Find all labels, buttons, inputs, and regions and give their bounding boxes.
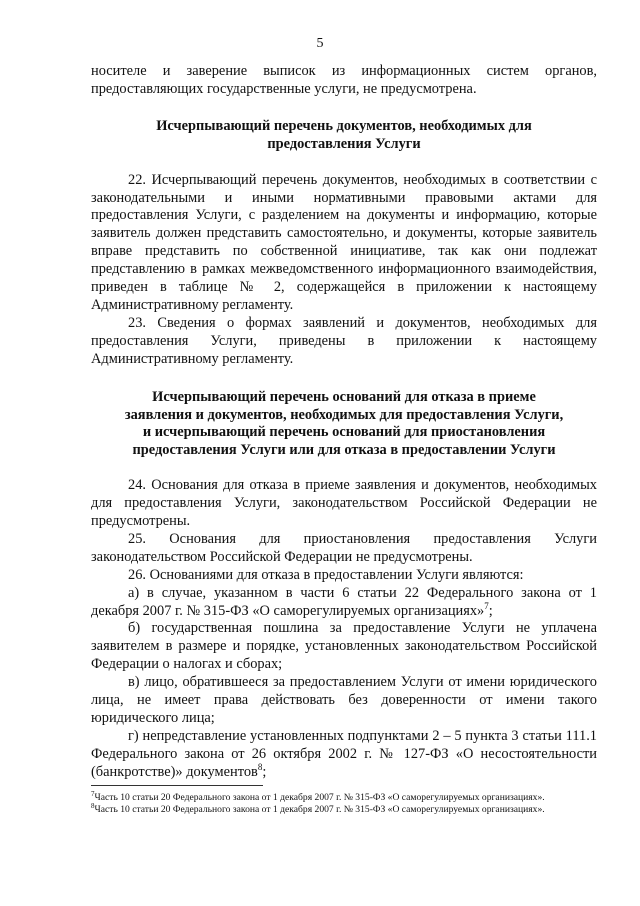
page-content [91, 63, 597, 782]
paragraph-22: 22. Исчерпывающий перечень документов, необходимых в соответствии с законодательными и иными нормативными правовыми актами для предоставления Услуги, с разделением на документы и информацию, которые заявитель должен представить самостоятельно, и документы, которые заявитель вправе представить по собственной инициативе, так как они подлежат представлению в рамках межведомственного информационного взаимодействия, приведен в таблице № 2, содержащейся в приложении к настоящему Административному регламенту. [91, 171, 597, 313]
list-item-b: б) государственная пошлина за предоставление Услуги не уплачена заявителем в размере и порядке, установленных законодательством Российской Федерации о налогах и сборах; [91, 620, 597, 673]
list-item-a [91, 585, 597, 621]
footnote-separator [91, 785, 263, 786]
footnote-ref-8[interactable]: 8 [257, 761, 263, 772]
heading-line: Исчерпывающий перечень документов, необходимых для [156, 117, 532, 134]
heading-line: Исчерпывающий перечень оснований для отказа в приеме [152, 388, 536, 405]
footnote-8 [91, 801, 597, 816]
footnote-mark: 7 [91, 789, 95, 798]
heading-line: и исчерпывающий перечень оснований для приостановления [142, 424, 546, 441]
heading-line: предоставления Услуги [267, 135, 421, 152]
paragraph-25: 25. Основания для приостановления предоставления Услуги законодательством Российской Федерации не предусмотрены. [91, 530, 597, 565]
paragraph-24: 24. Основания для отказа в приеме заявления и документов, необходимых для предоставления Услуги, законодательством Российской Федерации не предусмотрены. [91, 477, 597, 530]
paragraph-23: 23. Сведения о формах заявлений и документов, необходимых для предоставления Услуги, приведены в приложении к настоящему Административному регламенту. [91, 314, 597, 367]
list-item-g-text: г) непредставление установленных подпунктами 2 – 5 пункта 3 статьи 111.1 Федерального закона от 26 октября 2002 г. № 127-ФЗ «О несостоятельности (банкротстве)» документов [91, 727, 597, 780]
list-item-a-text: а) в случае, указанном в части 6 статьи 22 Федерального закона от 1 декабря 2007 г. № 315-ФЗ «О саморегулируемых организациях» [91, 584, 597, 619]
heading-line: заявления и документов, необходимых для предоставления Услуги, [124, 406, 564, 423]
list-item-a-end: ; [488, 602, 493, 619]
footnote-text: Часть 10 статьи 20 Федерального закона от 1 декабря 2007 г. № 315-ФЗ «О саморегулируемых организациях». [94, 792, 545, 803]
continuation-paragraph: носителе и заверение выписок из информационных систем органов, предоставляющих государственные услуги, не предусмотрена. [91, 63, 597, 97]
heading-line: предоставления Услуги или для отказа в предоставлении Услуги [132, 442, 556, 459]
section-heading-documents [91, 118, 597, 154]
footnote-mark: 8 [91, 801, 95, 810]
footnotes [91, 789, 597, 816]
list-item-v: в) лицо, обратившееся за предоставлением Услуги от имени юридического лица, не имеет права действовать без доверенности от имени такого юридического лица; [91, 674, 597, 726]
footnote-ref-7[interactable]: 7 [484, 600, 489, 611]
paragraph-26: 26. Основаниями для отказа в предоставлении Услуги являются: [128, 566, 524, 583]
footnote-7 [91, 789, 597, 804]
footnote-text: Часть 10 статьи 20 Федерального закона от 1 декабря 2007 г. № 315-ФЗ «О саморегулируемых организациях». [94, 804, 545, 815]
page-number: 5 [316, 36, 324, 51]
section-heading-refusal-grounds [91, 389, 597, 461]
list-item-g-end: ; [262, 763, 267, 780]
list-item-g [91, 728, 597, 782]
